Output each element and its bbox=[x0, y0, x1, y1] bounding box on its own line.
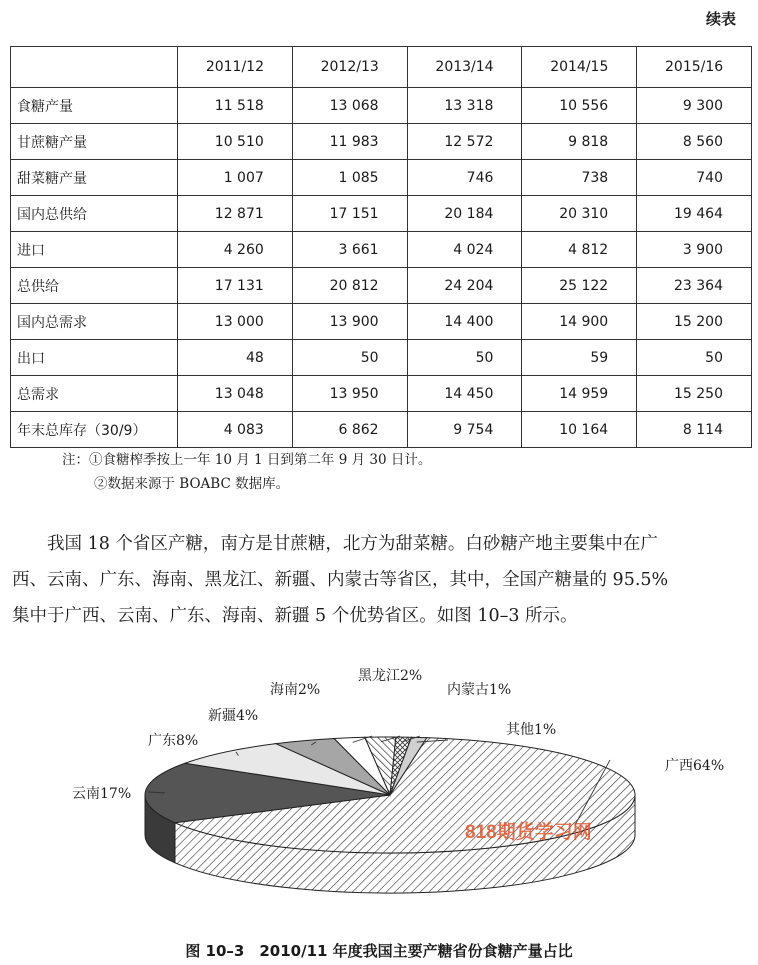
cell-value: 9 818 bbox=[522, 124, 637, 160]
body-paragraph bbox=[12, 526, 752, 634]
cell-value: 17 131 bbox=[178, 268, 293, 304]
cell-value: 1 007 bbox=[178, 160, 293, 196]
cell-value: 3 661 bbox=[292, 232, 407, 268]
cell-value: 9 300 bbox=[637, 88, 752, 124]
cell-value: 10 556 bbox=[522, 88, 637, 124]
table-header-row bbox=[11, 47, 752, 88]
cell-value: 4 260 bbox=[178, 232, 293, 268]
cell-value: 12 871 bbox=[178, 196, 293, 232]
figure-caption: 图 10–3 2010/11 年度我国主要产糖省份食糖产量占比 bbox=[185, 942, 573, 960]
cell-value: 12 572 bbox=[407, 124, 522, 160]
table-row bbox=[11, 268, 752, 304]
cell-value: 9 754 bbox=[407, 412, 522, 448]
row-label: 甘蔗糖产量 bbox=[11, 124, 178, 160]
watermark-text: 818期货学习网 bbox=[465, 822, 592, 843]
table-corner-cell bbox=[11, 47, 178, 88]
paragraph-line-1: 我国 18 个省区产糖，南方是甘蔗糖，北方为甜菜糖。白砂糖产地主要集中在广 bbox=[47, 534, 658, 554]
table-row bbox=[11, 88, 752, 124]
row-label: 总需求 bbox=[11, 376, 178, 412]
cell-value: 20 812 bbox=[292, 268, 407, 304]
cell-value: 14 900 bbox=[522, 304, 637, 340]
cell-value: 746 bbox=[407, 160, 522, 196]
cell-value: 10 510 bbox=[178, 124, 293, 160]
cell-value: 50 bbox=[407, 340, 522, 376]
cell-value: 6 862 bbox=[292, 412, 407, 448]
table-row bbox=[11, 160, 752, 196]
cell-value: 740 bbox=[637, 160, 752, 196]
pie-label-other: 其他1% bbox=[506, 722, 557, 738]
cell-value: 17 151 bbox=[292, 196, 407, 232]
pie-label-neimenggu: 内蒙古1% bbox=[447, 682, 512, 698]
row-label: 国内总需求 bbox=[11, 304, 178, 340]
cell-value: 24 204 bbox=[407, 268, 522, 304]
table-row bbox=[11, 124, 752, 160]
column-header: 2011/12 bbox=[178, 47, 293, 88]
row-label: 出口 bbox=[11, 340, 178, 376]
cell-value: 20 310 bbox=[522, 196, 637, 232]
table-row bbox=[11, 196, 752, 232]
cell-value: 15 200 bbox=[637, 304, 752, 340]
cell-value: 20 184 bbox=[407, 196, 522, 232]
cell-value: 11 518 bbox=[178, 88, 293, 124]
column-header: 2013/14 bbox=[407, 47, 522, 88]
table-notes bbox=[62, 448, 431, 496]
column-header: 2012/13 bbox=[292, 47, 407, 88]
cell-value: 738 bbox=[522, 160, 637, 196]
cell-value: 13 068 bbox=[292, 88, 407, 124]
table-row bbox=[11, 376, 752, 412]
pie-label-hainan: 海南2% bbox=[270, 682, 321, 698]
sugar-data-table bbox=[10, 46, 752, 448]
cell-value: 59 bbox=[522, 340, 637, 376]
table-row bbox=[11, 340, 752, 376]
paragraph-line-3: 集中于广西、云南、广东、海南、新疆 5 个优势省区。如图 10–3 所示。 bbox=[12, 606, 578, 626]
cell-value: 15 250 bbox=[637, 376, 752, 412]
cell-value: 14 450 bbox=[407, 376, 522, 412]
cell-value: 19 464 bbox=[637, 196, 752, 232]
cell-value: 13 048 bbox=[178, 376, 293, 412]
table-row bbox=[11, 412, 752, 448]
table-row bbox=[11, 232, 752, 268]
note-2: ②数据来源于 BOABC 数据库。 bbox=[94, 476, 290, 492]
row-label: 年末总库存（30/9） bbox=[11, 412, 178, 448]
column-header: 2014/15 bbox=[522, 47, 637, 88]
paragraph-line-2: 西、云南、广东、海南、黑龙江、新疆、内蒙古等省区，其中，全国产糖量的 95.5% bbox=[12, 570, 669, 590]
cell-value: 50 bbox=[637, 340, 752, 376]
cell-value: 48 bbox=[178, 340, 293, 376]
row-label: 国内总供给 bbox=[11, 196, 178, 232]
cell-value: 13 000 bbox=[178, 304, 293, 340]
cell-value: 10 164 bbox=[522, 412, 637, 448]
pie-label-xinjiang: 新疆4% bbox=[208, 708, 259, 724]
cell-value: 23 364 bbox=[637, 268, 752, 304]
row-label: 总供给 bbox=[11, 268, 178, 304]
cell-value: 11 983 bbox=[292, 124, 407, 160]
pie-label-guangdong: 广东8% bbox=[148, 733, 199, 749]
column-header: 2015/16 bbox=[637, 47, 752, 88]
cell-value: 50 bbox=[292, 340, 407, 376]
pie-label-guangxi: 广西64% bbox=[665, 758, 725, 774]
pie-chart bbox=[0, 650, 758, 935]
cell-value: 4 024 bbox=[407, 232, 522, 268]
cell-value: 25 122 bbox=[522, 268, 637, 304]
pie-label-yunnan: 云南17% bbox=[72, 786, 132, 802]
table-row bbox=[11, 304, 752, 340]
row-label: 食糖产量 bbox=[11, 88, 178, 124]
cell-value: 1 085 bbox=[292, 160, 407, 196]
cell-value: 13 900 bbox=[292, 304, 407, 340]
cell-value: 3 900 bbox=[637, 232, 752, 268]
note-1: 注：①食糖榨季按上一年 10 月 1 日到第二年 9 月 30 日计。 bbox=[62, 452, 432, 468]
cell-value: 14 400 bbox=[407, 304, 522, 340]
cell-value: 4 812 bbox=[522, 232, 637, 268]
cell-value: 14 959 bbox=[522, 376, 637, 412]
cell-value: 13 950 bbox=[292, 376, 407, 412]
row-label: 甜菜糖产量 bbox=[11, 160, 178, 196]
continued-label: 续表 bbox=[705, 10, 736, 28]
cell-value: 4 083 bbox=[178, 412, 293, 448]
cell-value: 8 560 bbox=[637, 124, 752, 160]
cell-value: 13 318 bbox=[407, 88, 522, 124]
cell-value: 8 114 bbox=[637, 412, 752, 448]
row-label: 进口 bbox=[11, 232, 178, 268]
pie-label-heilongjiang: 黑龙江2% bbox=[358, 668, 423, 684]
